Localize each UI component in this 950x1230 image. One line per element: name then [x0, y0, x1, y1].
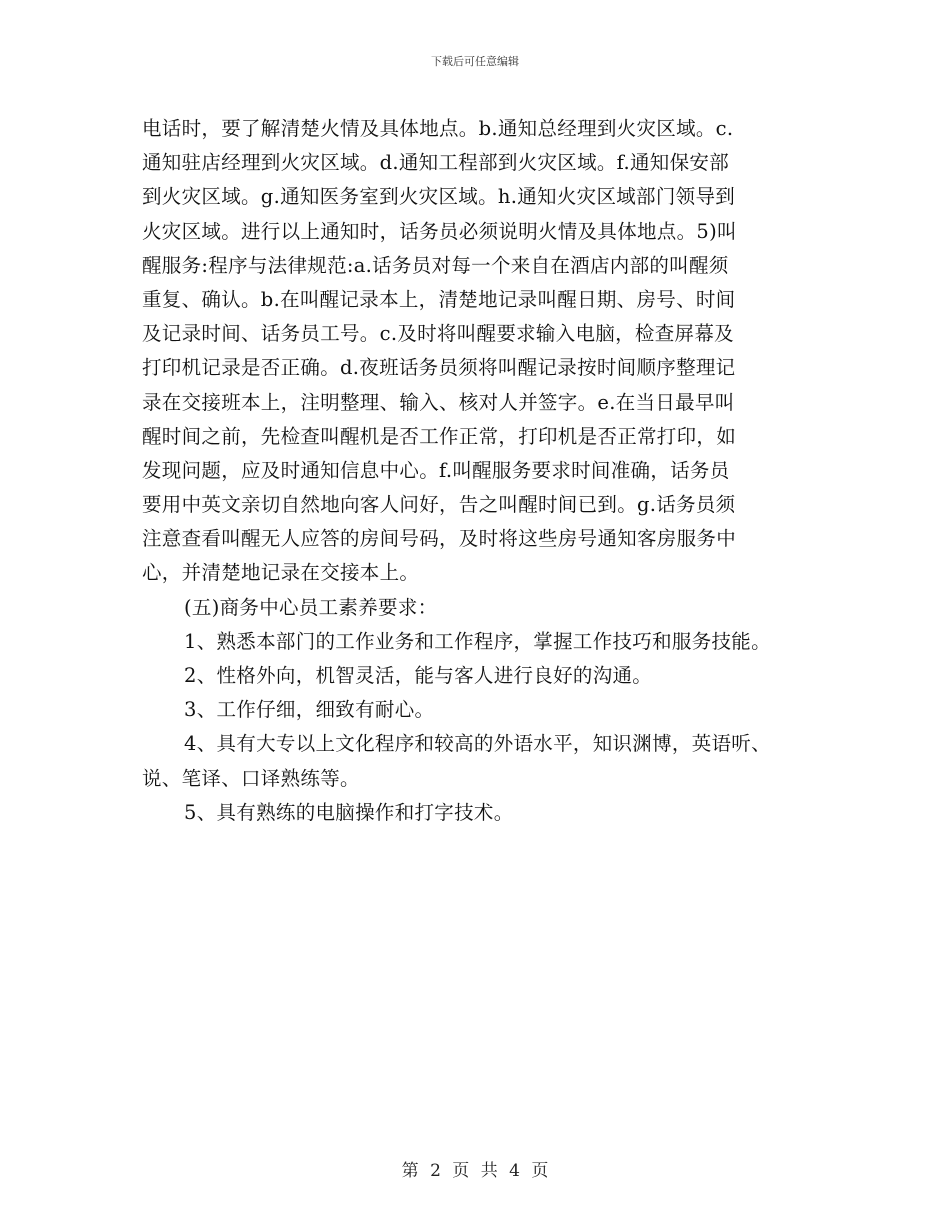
body-line: 录在交接班本上，注明整理、输入、核对人并签字。e.在当日最早叫 [142, 390, 735, 414]
body-line: 火灾区域。进行以上通知时，话务员必须说明火情及具体地点。5)叫 [142, 219, 737, 243]
requirement-item: 2、性格外向，机智灵活，能与客人进行良好的沟通。 [184, 664, 653, 687]
requirement-item: 1、熟悉本部门的工作业务和工作程序，掌握工作技巧和服务技能。 [184, 629, 771, 653]
requirement-item: 4、具有大专以上文化程序和较高的外语水平，知识渊博，英语听、 [184, 732, 771, 756]
requirement-item: 3、工作仔细，细致有耐心。 [184, 698, 435, 722]
requirement-continuation: 说、笔译、口译熟练等。 [142, 766, 360, 790]
document-body [142, 112, 812, 830]
body-line: 要用中英文亲切自然地向客人问好，告之叫醒时间已到。g.话务员须 [142, 493, 736, 517]
body-line: 打印机记录是否正确。d.夜班话务员须将叫醒记录按时间顺序整理记 [142, 356, 736, 380]
page-footer: 第 2 页 共 4 页 [401, 1161, 549, 1181]
body-line: 重复、确认。b.在叫醒记录本上，清楚地记录叫醒日期、房号、时间 [142, 287, 736, 311]
body-line: 通知驻店经理到火灾区域。d.通知工程部到火灾区域。f.通知保安部 [142, 151, 730, 175]
body-line: 醒服务:程序与法律规范:a.话务员对每一个来自在酒店内部的叫醒须 [142, 253, 729, 277]
section-title: (五)商务中心员工素养要求： [184, 595, 438, 619]
body-line: 电话时，要了解清楚火情及具体地点。b.通知总经理到火灾区域。c. [142, 117, 734, 140]
body-line: 心，并清楚地记录在交接本上。 [142, 561, 420, 585]
body-line: 到火灾区域。g.通知医务室到火灾区域。h.通知火灾区域部门领导到 [142, 185, 736, 209]
body-line: 注意查看叫醒无人应答的房间号码，及时将这些房号通知客房服务中 [142, 527, 737, 551]
body-line: 及记录时间、话务员工号。c.及时将叫醒要求输入电脑，检查屏幕及 [142, 322, 734, 346]
page-header: 下载后可任意编辑 [431, 55, 519, 68]
body-line: 发现问题，应及时通知信息中心。f.叫醒服务要求时间准确，话务员 [142, 458, 730, 482]
requirement-item: 5、具有熟练的电脑操作和打字技术。 [184, 800, 514, 824]
body-line: 醒时间之前，先检查叫醒机是否工作正常，打印机是否正常打印，如 [142, 424, 737, 448]
